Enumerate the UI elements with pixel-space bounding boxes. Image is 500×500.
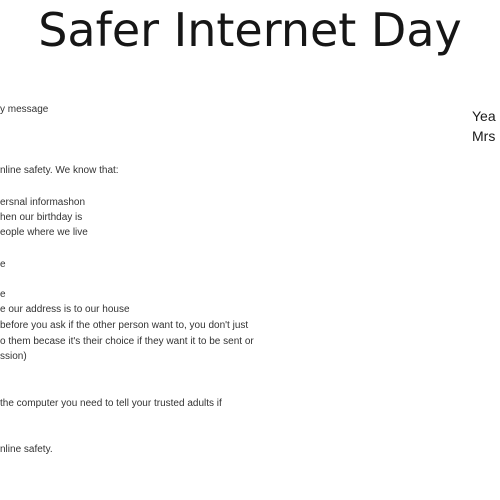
page-title: Safer Internet Day [38,3,462,57]
letter-line: ersnal informashon [0,197,86,208]
side-text-line: Yea [472,108,496,124]
letter-line: nline safety. [0,444,53,455]
letter-line: nline safety. We know that: [0,165,119,176]
side-text-line: Mrs [472,128,496,144]
letter-line: hen our birthday is [0,212,83,223]
letter-line: y message [0,104,49,115]
letter-line: before you ask if the other person want to, you don't just [0,320,249,331]
letter-line: e [0,289,6,300]
letter-line: o them becase it's their choice if they want it to be sent or [0,336,254,347]
side-text-block [472,106,496,146]
letter-line: e [0,259,6,270]
letter-line: ssion) [0,351,27,362]
letter-line: eople where we live [0,227,88,238]
letter-line: the computer you need to tell your trusted adults if [0,398,222,409]
letter-line: e our address is to our house [0,304,130,315]
